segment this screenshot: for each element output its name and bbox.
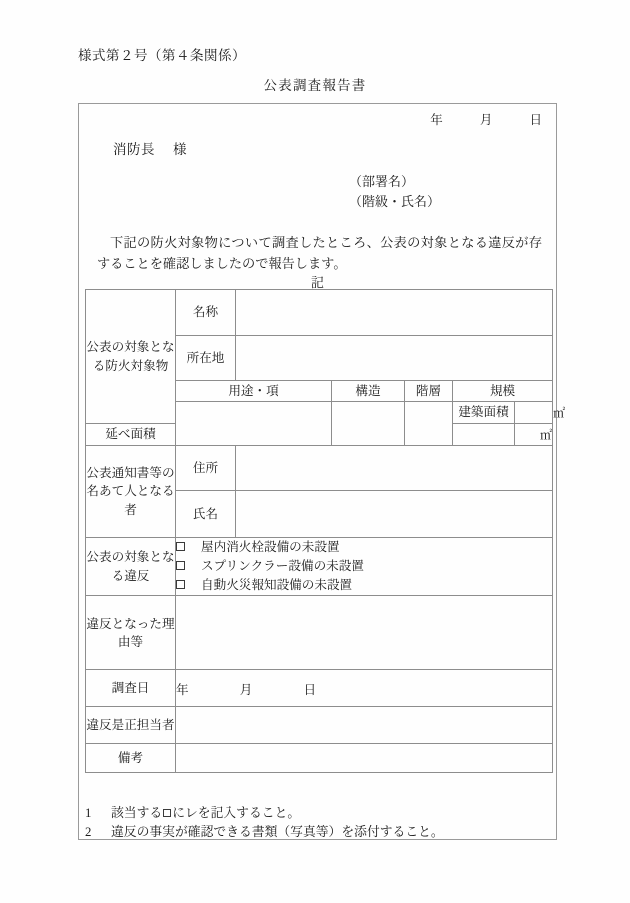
survey-date-year: 年 <box>176 682 189 697</box>
label-violation-section: 公表の対象となる違反 <box>86 538 176 596</box>
issue-date-day: 日 <box>529 113 542 127</box>
column-header-floors: 階層 <box>405 381 453 402</box>
table-row: 建築面積 ㎡ <box>86 402 553 424</box>
label-remarks: 備考 <box>86 744 176 773</box>
label-notice-address: 住所 <box>176 446 236 491</box>
checkbox-label-3: 自動火災報知設備の未設置 <box>201 578 353 593</box>
addressee-line <box>113 138 187 158</box>
note-1 <box>85 804 444 823</box>
label-building-area: 建築面積 <box>453 402 515 424</box>
label-notice-name: 氏名 <box>176 491 236 538</box>
checkbox-icon[interactable] <box>176 542 185 551</box>
form-frame <box>78 103 566 840</box>
checkbox-row-2[interactable] <box>176 557 552 576</box>
value-reason[interactable] <box>176 596 553 670</box>
table-row <box>86 670 553 707</box>
checkbox-icon[interactable] <box>176 580 185 589</box>
note-1-number: 1 <box>85 806 92 820</box>
table-row <box>86 707 553 744</box>
checkbox-icon[interactable] <box>176 561 185 570</box>
addressee-honorific: 様 <box>173 142 187 157</box>
value-total-area[interactable] <box>453 424 515 446</box>
label-survey-date: 調査日 <box>86 670 176 707</box>
notes-block <box>85 804 444 842</box>
label-reason-section: 違反となった理由等 <box>86 596 176 670</box>
checkbox-label-1: 屋内消火栓設備の未設置 <box>201 540 340 554</box>
issue-date-month: 月 <box>479 113 493 127</box>
value-structure[interactable] <box>332 402 405 446</box>
value-building-area[interactable] <box>515 402 553 424</box>
value-use[interactable] <box>176 402 332 446</box>
note-2-number: 2 <box>85 825 92 840</box>
sender-block <box>349 172 440 212</box>
value-building-address[interactable] <box>236 336 553 381</box>
value-building-name[interactable] <box>236 290 553 336</box>
table-row <box>86 446 553 491</box>
column-header-structure: 構造 <box>332 381 405 402</box>
addressee-name: 消防長 <box>113 142 155 157</box>
note-2-text-before: 違反の事実が確認できる書類（写真等）を添付すること。 <box>111 825 444 840</box>
sender-department: （部署名） <box>349 174 415 189</box>
note-2 <box>85 823 444 842</box>
report-table <box>85 289 566 773</box>
value-officer[interactable] <box>176 707 553 744</box>
body-paragraph: 下記の防火対象物について調査したところ、公表の対象となる違反が存することを確認しましたので報告します。 <box>97 235 542 272</box>
column-header-scale: 規模 <box>453 381 553 402</box>
value-notice-address[interactable] <box>236 446 553 491</box>
survey-date-day: 日 <box>303 682 317 697</box>
issue-date-line <box>430 110 542 128</box>
issue-date-year: 年 <box>430 113 443 127</box>
checkbox-glyph-icon <box>163 809 171 817</box>
column-header-use: 用途・項 <box>176 381 332 402</box>
unit-total-area: ㎡ <box>515 424 553 446</box>
label-building-name: 名称 <box>176 290 236 336</box>
violation-checkbox-group <box>176 538 553 596</box>
checkbox-row-1[interactable] <box>176 538 552 557</box>
value-survey-date[interactable] <box>176 670 553 707</box>
table-row <box>86 538 553 596</box>
document-title: 公表調査報告書 <box>263 78 367 93</box>
checkbox-label-2: スプリンクラー設備の未設置 <box>201 559 364 574</box>
label-total-area: 延べ面積 <box>86 424 176 446</box>
table-row <box>86 744 553 773</box>
checkbox-row-3[interactable] <box>176 576 552 595</box>
label-building-section: 公表の対象となる防火対象物 <box>86 290 176 424</box>
label-building-address: 所在地 <box>176 336 236 381</box>
value-remarks[interactable] <box>176 744 553 773</box>
note-1-text-after: にレを記入すること。 <box>172 806 301 820</box>
value-notice-name[interactable] <box>236 491 553 538</box>
label-notice-addressee-section: 公表通知書等の名あて人となる者 <box>86 446 176 538</box>
label-officer: 違反是正担当者 <box>86 707 176 744</box>
value-floors[interactable] <box>405 402 453 446</box>
survey-date-month: 月 <box>239 682 253 697</box>
form-number: 様式第２号（第４条関係） <box>78 48 246 63</box>
table-row <box>86 596 553 670</box>
table-row <box>86 290 553 336</box>
ki-marker: 記 <box>310 275 324 290</box>
sender-rank-name: （階級・氏名） <box>349 194 441 210</box>
note-1-text-before: 該当する <box>111 806 163 820</box>
